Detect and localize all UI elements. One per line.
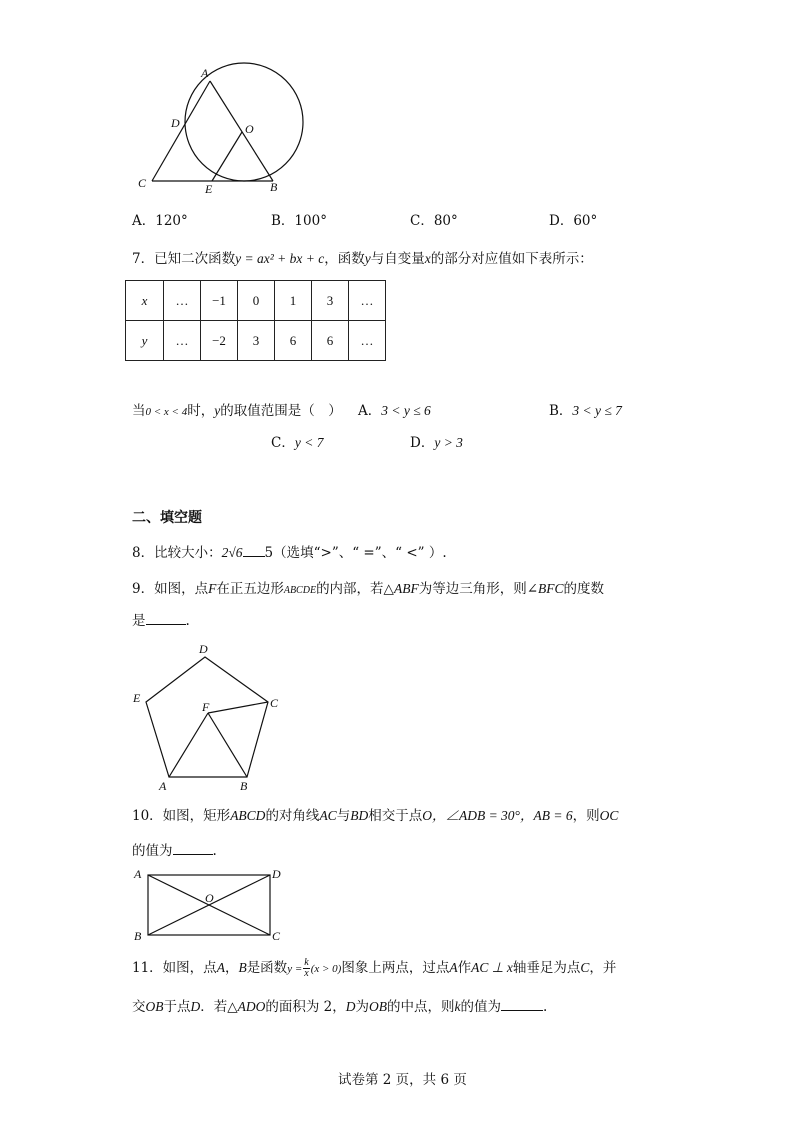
- q7-option-b: [549, 402, 622, 420]
- q7-value-table: [125, 280, 386, 361]
- q7-option-d: [410, 434, 463, 452]
- q10-rect: ABCD: [230, 808, 266, 823]
- q7-stem: [132, 250, 593, 268]
- option-value: 3 < y ≤ 7: [572, 403, 622, 418]
- q10-line2-end: .: [212, 843, 217, 859]
- q7-cond: 0 < x < 4: [145, 406, 188, 418]
- table-cell: …: [164, 321, 201, 361]
- q9-line2-end: .: [185, 613, 190, 629]
- q11-ob2: OB: [369, 999, 388, 1014]
- q6-line-ac: [152, 81, 210, 181]
- q10-answer-blank[interactable]: [173, 840, 213, 855]
- q9-line-fc: [208, 702, 268, 713]
- q9-line2: [132, 610, 190, 630]
- q6-option-a: [132, 212, 188, 230]
- q10-label-b: B: [134, 929, 142, 943]
- option-letter: D．: [410, 435, 435, 451]
- q11-d2: D: [345, 999, 356, 1014]
- q9-prefix: 9．如图，点: [132, 581, 209, 597]
- q9-mid: 在正五边形: [216, 581, 284, 597]
- option-letter: D．: [549, 213, 574, 229]
- q10-label-o: O: [205, 891, 214, 905]
- q6-label-d: D: [171, 116, 180, 130]
- q11-line2-prefix: 交: [132, 999, 146, 1015]
- q11-func-lhs: y =: [287, 963, 303, 975]
- q7-cond-var: y: [214, 403, 221, 418]
- q11-suffix: ，并: [589, 960, 617, 976]
- q7-stem-prefix: 7．已知二次函数: [132, 251, 236, 267]
- table-cell: …: [164, 281, 201, 321]
- q7-var-x: x: [424, 251, 431, 266]
- option-letter: A．: [132, 213, 156, 229]
- q9-pentagon-shape: [146, 657, 268, 777]
- q6-label-c: C: [138, 176, 147, 190]
- q10-prefix: 10．如图，矩形: [132, 808, 231, 824]
- q7-option-a: [358, 402, 431, 420]
- section-heading: 二、填空题: [132, 510, 202, 526]
- q11-mid: 是函数: [246, 960, 288, 976]
- q7-cond-prefix: 当: [132, 403, 146, 419]
- q6-figure: [130, 62, 310, 197]
- q9-line1: [132, 580, 604, 600]
- table-cell: 3: [312, 281, 349, 321]
- q6-label-b: B: [270, 180, 278, 194]
- table-row: [126, 281, 386, 321]
- q9-label-c: C: [270, 696, 279, 710]
- q6-label-a: A: [201, 66, 209, 80]
- q11-line2-mid6: 的值为: [460, 999, 502, 1015]
- q8-prefix: 8．比较大小：: [132, 545, 222, 561]
- table-cell: 3: [238, 321, 275, 361]
- q11-line2-mid4: 为: [355, 999, 370, 1015]
- q9-line-bf: [208, 713, 247, 777]
- q11-tri: ADO: [237, 999, 266, 1014]
- page-footer: 试卷第 2 页，共 6 页: [338, 1072, 467, 1088]
- q11-line2: [132, 996, 547, 1016]
- q10-line2-text: 的值为: [132, 843, 173, 859]
- q11-line1: [132, 958, 616, 979]
- q11-mid3: 作: [457, 960, 472, 976]
- q7-stem-mid: ，函数: [324, 251, 365, 267]
- q9-label-a: A: [159, 779, 167, 793]
- q11-a: A: [216, 960, 225, 975]
- table-cell: 6: [312, 321, 349, 361]
- q10-cond1: ，∠ADB = 30°: [431, 808, 520, 823]
- option-letter: A．: [358, 403, 382, 419]
- table-cell: 6: [275, 321, 312, 361]
- q10-cond2: ，AB = 6: [519, 808, 573, 823]
- option-value: 3 < y ≤ 6: [381, 403, 431, 418]
- q10-mid: 的对角线: [265, 808, 320, 824]
- q9-figure: [130, 640, 290, 795]
- q10-figure: [130, 864, 290, 946]
- q6-label-e: E: [205, 182, 213, 196]
- q10-ac: AC: [319, 808, 337, 823]
- q6-line-ab: [210, 81, 273, 181]
- q10-mid4: ，则: [572, 808, 600, 824]
- q6-option-c: [410, 212, 458, 230]
- option-value: 60°: [573, 213, 598, 229]
- table-cell: …: [349, 321, 386, 361]
- q9-line2-text: 是: [132, 613, 146, 629]
- q10-bd: BD: [350, 808, 369, 823]
- q11-func-cond: (x > 0): [310, 963, 342, 975]
- q11-fraction: [303, 958, 309, 979]
- option-letter: C．: [410, 213, 434, 229]
- table-row: [126, 321, 386, 361]
- q11-line2-end: .: [543, 999, 548, 1015]
- q10-line1: [132, 807, 618, 825]
- q10-label-c: C: [272, 929, 281, 943]
- q6-circle: [185, 63, 303, 181]
- q7-stem-suffix: 的部分对应值如下表所示：: [430, 251, 593, 267]
- option-value: 120°: [155, 213, 188, 229]
- q9-label-f: F: [202, 700, 210, 714]
- q6-option-d: [549, 212, 597, 230]
- q9-mid3: 为等边三角形，则∠: [418, 581, 539, 597]
- q9-suffix: 的度数: [563, 581, 605, 597]
- q9-label-b: B: [240, 779, 248, 793]
- q9-triangle: ABF: [393, 581, 419, 596]
- option-value: 80°: [433, 213, 458, 229]
- option-letter: B．: [549, 403, 573, 419]
- q11-answer-blank[interactable]: [501, 996, 543, 1011]
- q9-angle: BFC: [538, 581, 564, 596]
- q11-a2: A: [449, 960, 458, 975]
- q10-label-d: D: [272, 867, 281, 881]
- q7-stem-mid2: 与自变量: [370, 251, 425, 267]
- table-cell: 1: [275, 281, 312, 321]
- q11-line2-mid: 于点: [163, 999, 191, 1015]
- q7-option-c: [271, 434, 323, 452]
- q7-cond-suffix: 的取值范围是（ ）: [220, 403, 342, 419]
- q10-label-a: A: [134, 867, 142, 881]
- q11-frac-num: k: [304, 957, 309, 968]
- q11-c: C: [580, 960, 590, 975]
- option-value: 100°: [294, 213, 327, 229]
- q6-line-oe: [212, 132, 242, 181]
- table-cell: 0: [238, 281, 275, 321]
- q9-pentagon: ABCDE: [283, 585, 317, 596]
- q7-cond-mid: 时，: [187, 403, 215, 419]
- q11-mid4: 轴垂足为点: [512, 960, 581, 976]
- q10-o: O: [422, 808, 432, 823]
- q8-suffix: （选填“>”、“ =”、“ <” ）.: [273, 545, 447, 561]
- q11-sep: ，: [224, 960, 239, 976]
- q6-option-b: [271, 212, 327, 230]
- table-cell: y: [126, 321, 164, 361]
- q9-label-e: E: [133, 691, 141, 705]
- q8-answer-blank[interactable]: [243, 542, 265, 557]
- q8-suffix-num: 5: [264, 545, 274, 561]
- option-letter: C．: [271, 435, 295, 451]
- q11-ob: OB: [145, 999, 164, 1014]
- q8: [132, 542, 447, 562]
- q11-line2-mid2: ．若△: [200, 999, 238, 1015]
- q9-line-af: [169, 713, 208, 777]
- table-cell: …: [349, 281, 386, 321]
- q10-oc: OC: [599, 808, 619, 823]
- q6-label-o: O: [245, 122, 254, 136]
- option-value: y < 7: [294, 435, 324, 450]
- q8-expr: 2√6: [221, 545, 243, 560]
- q11-k: k: [454, 999, 461, 1014]
- option-value: y > 3: [434, 435, 463, 450]
- q10-line2: [132, 840, 217, 860]
- table-cell: −2: [201, 321, 238, 361]
- q11-frac-den: x: [304, 968, 309, 979]
- q11-d: D: [190, 999, 201, 1014]
- q10-mid3: 相交于点: [368, 808, 423, 824]
- q9-mid2: 的内部，若△: [316, 581, 394, 597]
- q9-point-f: F: [208, 581, 217, 596]
- q11-line2-mid3: 的面积为 2，: [265, 999, 346, 1015]
- table-cell: x: [126, 281, 164, 321]
- q9-label-d: D: [199, 642, 208, 656]
- q11-prefix: 11．如图，点: [132, 960, 217, 976]
- q11-b: B: [238, 960, 247, 975]
- q11-perp: AC ⊥ x: [471, 960, 513, 975]
- q7-formula: y = ax² + bx + c: [235, 251, 325, 266]
- q11-line2-mid5: 的中点，则: [387, 999, 455, 1015]
- q10-mid2: 与: [336, 808, 351, 824]
- q7-var-y: y: [364, 251, 371, 266]
- q11-mid2: 图象上两点，过点: [341, 960, 450, 976]
- table-cell: −1: [201, 281, 238, 321]
- option-letter: B．: [271, 213, 295, 229]
- q7-condition: [132, 402, 342, 421]
- q9-answer-blank[interactable]: [146, 610, 186, 625]
